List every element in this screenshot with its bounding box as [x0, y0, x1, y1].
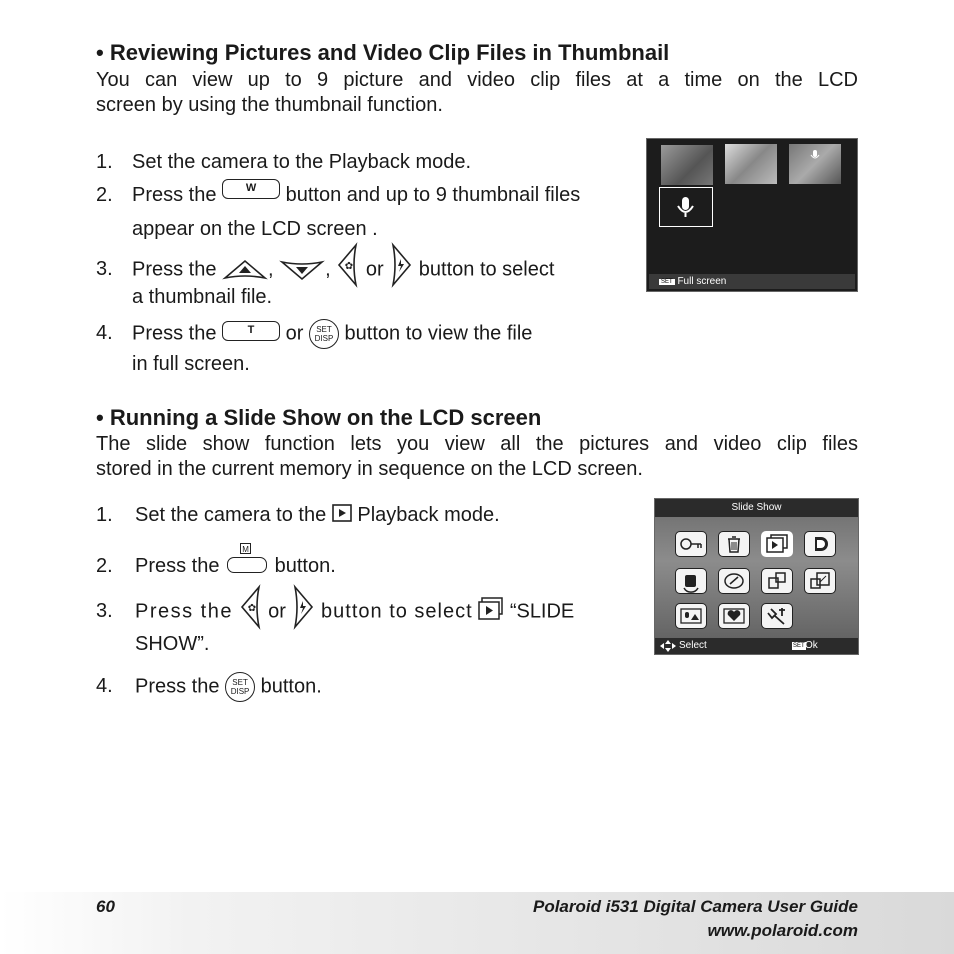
svg-text:✿: ✿ [247, 603, 256, 614]
step-number: 2. [96, 184, 113, 206]
step-text: “SLIDE [509, 600, 575, 623]
step-text: Set the camera to the [135, 504, 327, 526]
section-title-slideshow: • Running a Slide Show on the LCD screen [96, 405, 542, 430]
separator: , [325, 258, 331, 281]
button-label: W [245, 181, 257, 194]
lcd-title-bar [655, 499, 858, 517]
button-label: SET [232, 678, 248, 687]
step-text: button to view the file [344, 322, 533, 345]
step-4 [96, 319, 532, 349]
step-text: button to select [321, 600, 473, 623]
step-text: Press the [135, 600, 233, 623]
copy-icon [761, 568, 793, 594]
button-label: T [247, 324, 255, 336]
step-number: 3. [96, 600, 113, 623]
thumbnail-photo [661, 145, 713, 185]
down-arrow-button-icon [279, 258, 325, 282]
step-number: 3. [96, 258, 113, 281]
lcd-slideshow-menu-screen [654, 498, 859, 655]
set-tag: SET [661, 279, 673, 285]
step-text: Press the [132, 184, 217, 206]
page-number: 60 [96, 897, 115, 916]
step-3-continued: a thumbnail file. [132, 286, 273, 308]
guide-title: Polaroid i531 Digital Camera User Guide [532, 897, 858, 916]
step-4-continued: in full screen. [132, 353, 250, 375]
step-text: or [365, 258, 384, 281]
intro-line: screen by using the thumbnail function. [96, 94, 443, 116]
step-2 [96, 181, 581, 207]
w-zoom-button-icon [222, 179, 280, 199]
button-label: DISP [314, 334, 334, 343]
thumbnail-selected-voice [659, 187, 713, 227]
protect-icon [675, 531, 707, 557]
step-number: 1. [96, 151, 113, 173]
menu-button-shape [227, 557, 267, 573]
step-text: Press the [135, 555, 220, 577]
lcd-thumbnail-screen [646, 138, 858, 292]
step-1 [96, 151, 471, 174]
step-number: 2. [96, 555, 113, 577]
step-text: or [285, 322, 304, 345]
lcd-title: Slide Show [731, 502, 782, 513]
lcd-footer-label: Full screen [677, 276, 727, 287]
effect-icon [718, 568, 750, 594]
intro-line: You can view up to 9 picture and video clip files at a time on the LCD [96, 69, 858, 91]
step-text: button. [274, 555, 336, 577]
section-intro-slideshow [96, 432, 858, 482]
left-macro-button-icon [239, 584, 263, 630]
step-text: Press the [135, 675, 220, 698]
left-macro-button-icon [336, 242, 360, 288]
step-text: Press the [132, 322, 217, 345]
four-way-arrow-icon [658, 638, 678, 660]
button-label: M [240, 543, 251, 554]
lcd-ok-label: Ok [805, 640, 818, 651]
set-tag: SET [793, 643, 805, 649]
thumbnail-photo [725, 144, 777, 184]
right-flash-button-icon [389, 242, 413, 288]
slideshow-step-1 [96, 504, 500, 527]
step-text: Press the [132, 258, 217, 281]
up-arrow-button-icon [222, 258, 268, 282]
step-text: Set the camera to the Playback mode. [132, 151, 472, 173]
step-text: button. [260, 675, 322, 698]
favorite-icon [718, 603, 750, 629]
right-flash-button-icon [291, 584, 315, 630]
t-zoom-button-icon [222, 321, 280, 341]
intro-line: stored in the current memory in sequence on the LCD screen. [96, 458, 643, 480]
menu-button-icon [225, 545, 269, 575]
slide-show-selected-icon [761, 531, 793, 557]
button-label: DISP [230, 687, 250, 696]
resize-icon [804, 568, 836, 594]
step-number: 4. [96, 675, 113, 698]
button-label: SET [316, 325, 332, 334]
thumbnail-voice-photo [789, 144, 841, 184]
intro-line: The slide show function lets you view all the pictures and video clip files [96, 433, 858, 455]
slideshow-step-3-continued: SHOW”. [135, 633, 210, 655]
slide-show-icon [478, 597, 504, 621]
setup-tools-icon [761, 603, 793, 629]
set-disp-button-icon [225, 672, 255, 702]
section-title-thumbnail: • Reviewing Pictures and Video Clip Files in Thumbnail [96, 40, 670, 65]
slideshow-step-2 [96, 544, 336, 578]
delete-icon [718, 531, 750, 557]
dpof-icon [804, 531, 836, 557]
step-number: 1. [96, 504, 113, 526]
svg-text:✿: ✿ [345, 261, 354, 272]
step-text: button to select [418, 258, 555, 281]
step-text: Playback mode. [357, 504, 500, 526]
lcd-select-label: Select [679, 640, 707, 651]
separator: , [268, 258, 274, 281]
step-3 [96, 252, 554, 288]
set-disp-button-icon [309, 319, 339, 349]
website-link[interactable]: www.polaroid.com [707, 921, 858, 940]
slideshow-step-3 [96, 594, 574, 630]
microphone-icon [660, 188, 711, 225]
step-2-continued: appear on the LCD screen . [132, 218, 378, 240]
playback-mode-icon [332, 504, 352, 522]
section-intro-thumbnail [96, 68, 858, 118]
lcd-footer-bar [649, 274, 855, 289]
slideshow-step-4 [96, 672, 322, 702]
step-number: 4. [96, 322, 113, 345]
rotate-icon [675, 568, 707, 594]
step-text: button and up to 9 thumbnail files [285, 184, 581, 206]
voice-memo-icon [675, 603, 707, 629]
step-text: or [268, 600, 286, 623]
lcd-footer-bar [655, 638, 858, 654]
